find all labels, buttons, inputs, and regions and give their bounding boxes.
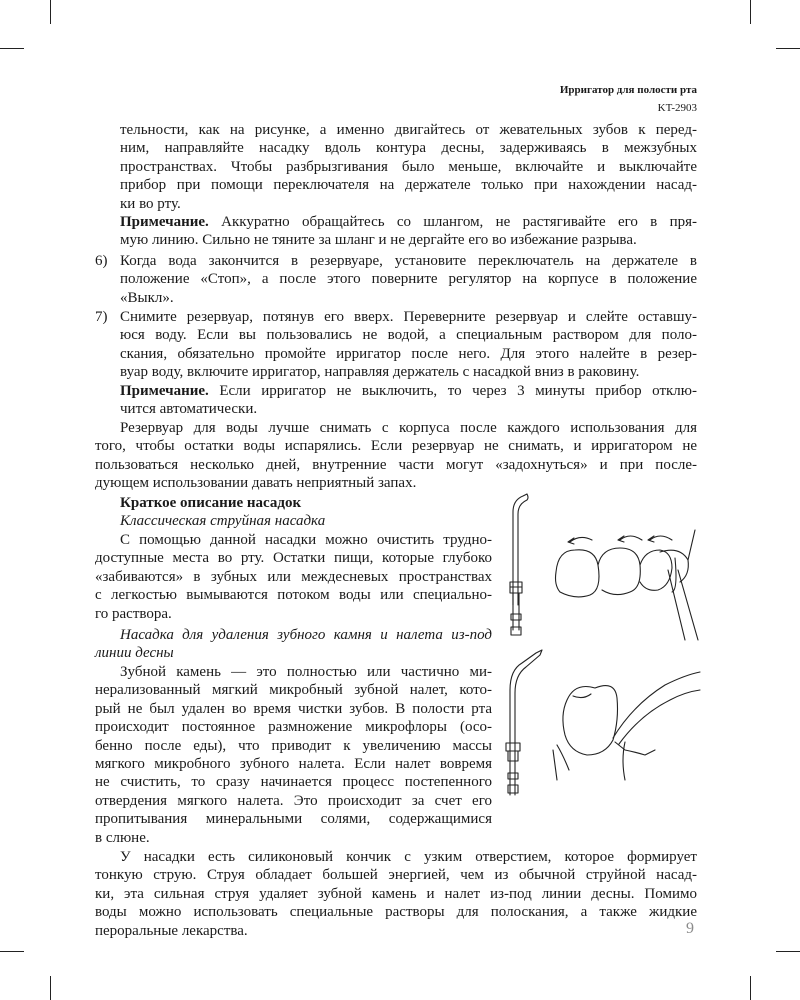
text-line: положение «Стоп», а после этого поверните регулятор на корпусе в положение — [120, 271, 697, 288]
text-line: того, чтобы остатки воды испарялись. Если резервуар не снимать, и ирригатором не — [95, 438, 697, 455]
text-line: Зубной камень — это полностью или частично ми- — [120, 664, 492, 680]
note-hose — [120, 213, 697, 250]
subgingival-paragraph — [95, 663, 492, 847]
running-header — [560, 84, 697, 115]
text-line: мягкого микробного зубного налета. Если налет вовремя — [95, 755, 492, 772]
text-line: Когда вода закончится в резервуаре, установите переключатель на держателе в — [120, 253, 697, 269]
text-line: тельности, как на рисунке, а именно двигайтесь от жевательных зубов к перед- — [120, 122, 697, 138]
crop-mark — [750, 0, 751, 24]
continuation-paragraph — [120, 121, 697, 213]
header-model: KT-2903 — [657, 102, 697, 114]
note-auto-off — [120, 382, 697, 419]
text-line: в слюне. — [95, 829, 150, 846]
header-title: Ирригатор для полости рта — [559, 84, 697, 96]
tip-paragraph — [95, 848, 697, 940]
classic-nozzle-illustration — [505, 490, 535, 640]
text-line: прибор при помощи переключателя на держателе только при нахождении насад- — [120, 177, 697, 194]
crop-mark — [50, 0, 51, 24]
text-line: не счистить, то сразу начинается процесс постепенного — [95, 774, 492, 791]
text-line: происходит постоянное размножение микрофлоры (осо- — [95, 719, 492, 736]
list-number: 6) — [95, 253, 108, 269]
crop-mark — [750, 976, 751, 1000]
list-item-text — [120, 308, 697, 382]
note-label: Примечание. — [120, 214, 209, 230]
page-number: 9 — [686, 920, 694, 937]
subgingival-nozzle-illustration — [500, 645, 550, 805]
reservoir-paragraph — [95, 419, 697, 493]
text-line: воды можно использовать специальные растворы для полоскания, а также жидкие — [95, 904, 697, 921]
list-item-7 — [95, 308, 697, 418]
crop-mark — [776, 48, 800, 49]
crop-mark — [776, 951, 800, 952]
text-line: с легкостью вымываются потоком воды или специально- — [95, 587, 492, 604]
text-line: пероральные лекарства. — [95, 922, 248, 939]
text-line: отвердения мягкого налета. Это происходит за счет его — [95, 792, 492, 809]
text-line: ним, направляйте насадку вдоль контура десны, задерживаясь в межзубных — [120, 140, 697, 157]
text-line: пространствах. Чтобы разбрызгивания было меньше, включайте и выключайте — [120, 158, 697, 175]
text-line: мую линию. Сильно не тяните за шланг и не дергайте его во избежание разрыва. — [120, 232, 637, 249]
text-line: пользоваться несколько дней, внутренние части могут «задохнуться» и при после- — [95, 456, 697, 473]
text-line: бенно после еды), что приводит к увеличению массы — [95, 737, 492, 754]
note-label: Примечание. — [120, 382, 209, 399]
text-line: Резервуар для воды лучше снимать с корпуса после каждого использования для — [120, 420, 697, 436]
text-line: У насадки есть силиконовый кончик с узким отверстием, которое формирует — [120, 849, 697, 865]
text-line: дующем использовании давать неприятный запах. — [95, 475, 417, 492]
text-line: Примечание. Аккуратно обращайтесь со шлангом, не растягивайте его в пря- — [120, 214, 697, 230]
classic-paragraph — [95, 531, 492, 623]
text-line: доступные места во рту. Остатки пищи, которые глубоко — [95, 550, 492, 567]
text-line: С помощью данной насадки можно очистить трудно- — [120, 532, 492, 548]
list-item-text — [120, 252, 697, 307]
list-item-6 — [95, 252, 697, 307]
text-line: Снимите резервуар, потянув его вверх. Переверните резервуар и слейте оставшу- — [120, 309, 697, 325]
teeth-illustration — [550, 520, 700, 650]
text-line: чится автоматически. — [120, 400, 258, 417]
list-number: 7) — [95, 309, 108, 325]
text-line: пропитывания минеральными солями, содержащимися — [95, 811, 492, 828]
text-line: юся воду. Если вы пользовались не водой, а специальным раствором для поло- — [120, 327, 697, 344]
text-line: Примечание. Если ирригатор не выключить, то через 3 минуты прибор отклю- — [120, 382, 697, 399]
crop-mark — [0, 951, 24, 952]
text-line: «забиваются» в зубных или междесневых пространствах — [95, 568, 492, 585]
section-heading: Краткое описание насадок — [120, 495, 302, 511]
text-line: рый не был удален во время чистки зубов. В полости рта — [95, 700, 492, 717]
crop-mark — [50, 976, 51, 1000]
tooth-gum-illustration — [545, 660, 700, 790]
text-line: го раствора. — [95, 605, 172, 622]
text-line: тонкую струю. Струя обладает большей энергией, чем из обычной струйной насад- — [95, 867, 697, 884]
subheading-subgingival — [95, 626, 492, 663]
text-line: ки, эта сильная струя удаляет зубной камень и налет из-под линии десны. Помимо — [95, 885, 697, 902]
text-line: вуар воду, включите ирригатор, направляя держатель с насадкой вниз в раковину. — [120, 364, 640, 381]
text-line: ки во рту. — [120, 195, 181, 212]
crop-mark — [0, 48, 24, 49]
text-line: нерализованный мягкий микробный зубной налет, кото- — [95, 682, 492, 699]
text-line: «Выкл». — [120, 289, 174, 306]
subheading-classic: Классическая струйная насадка — [120, 513, 326, 529]
subheading-line: линии десны — [95, 645, 174, 662]
text-line: скания, обязательно промойте ирригатор после него. Для этого налейте в резер- — [120, 345, 697, 362]
subheading-line: Насадка для удаления зубного камня и налета из-под — [120, 627, 492, 643]
